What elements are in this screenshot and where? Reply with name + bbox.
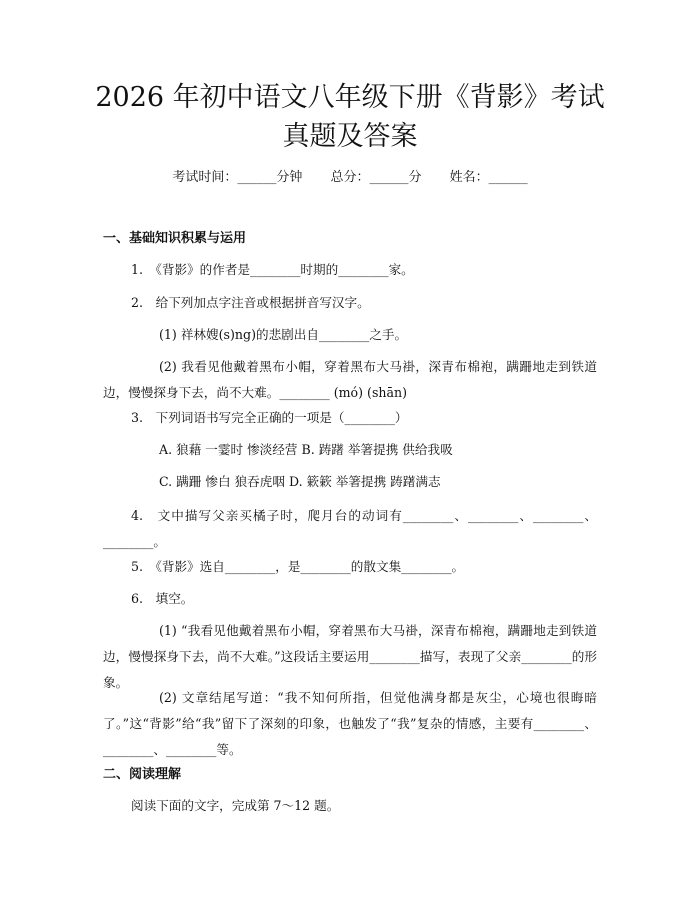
question-6-part-2: (2) 文章结尾写道：“我不知何所指，但觉他满身都是灰尘，心境也很晦暗了。”这“背影”给“我”留下了深刻的印象，也触发了“我”复杂的情感，主要有________、________、________等。 — [103, 690, 597, 757]
question-2-part-1: (1) 祥林嫂(s)ng)的悲剧出自________之手。 — [159, 327, 408, 342]
section-heading-reading: 二、阅读理解 — [103, 767, 182, 782]
exam-name-field: 姓名：______ — [449, 170, 528, 185]
question-1: 1. 《背影》的作者是________时期的________家。 — [131, 262, 414, 277]
question-4: 4. 文中描写父亲买橘子时，爬月台的动词有________、________、________、________。 — [103, 508, 597, 549]
question-3: 3. 下列词语书写完全正确的一项是（________） — [131, 410, 408, 425]
question-6: 6. 填空。 — [131, 591, 194, 606]
page-title: 2026 年初中语文八年级下册《背影》考试真题及答案 — [95, 82, 605, 152]
question-2-part-2: (2) 我看见他戴着黑布小帽，穿着黑布大马褂，深青布棉袍，蹒跚地走到铁道边，慢慢探身下去，尚不大难。________ (mó) (shān) — [103, 359, 597, 400]
exam-info-line — [0, 168, 700, 188]
reading-intro: 阅读下面的文字，完成第 7～12 题。 — [131, 798, 340, 813]
question-3-options-ab: A. 狼藉 一霎时 惨淡经营 B. 踌躇 举箸提携 供给我吸 — [159, 442, 453, 457]
question-2: 2. 给下列加点字注音或根据拼音写汉字。 — [131, 295, 370, 310]
exam-score-field: 总分：______分 — [330, 170, 422, 185]
question-3-options-cd: C. 蹒跚 惨白 狼吞虎咽 D. 簌簌 举箸提携 踌躇满志 — [159, 474, 441, 489]
section-heading-basics: 一、基础知识积累与运用 — [103, 231, 247, 246]
exam-time-field: 考试时间：______分钟 — [172, 170, 303, 185]
question-5: 5. 《背影》选自________，是________的散文集________。 — [131, 559, 465, 574]
question-6-part-1: (1) “我看见他戴着黑布小帽，穿着黑布大马褂，深青布棉袍，蹒跚地走到铁道边，慢慢探身下去，尚不大难。”这段话主要运用________描写，表现了父亲________的形象。 — [103, 623, 597, 690]
